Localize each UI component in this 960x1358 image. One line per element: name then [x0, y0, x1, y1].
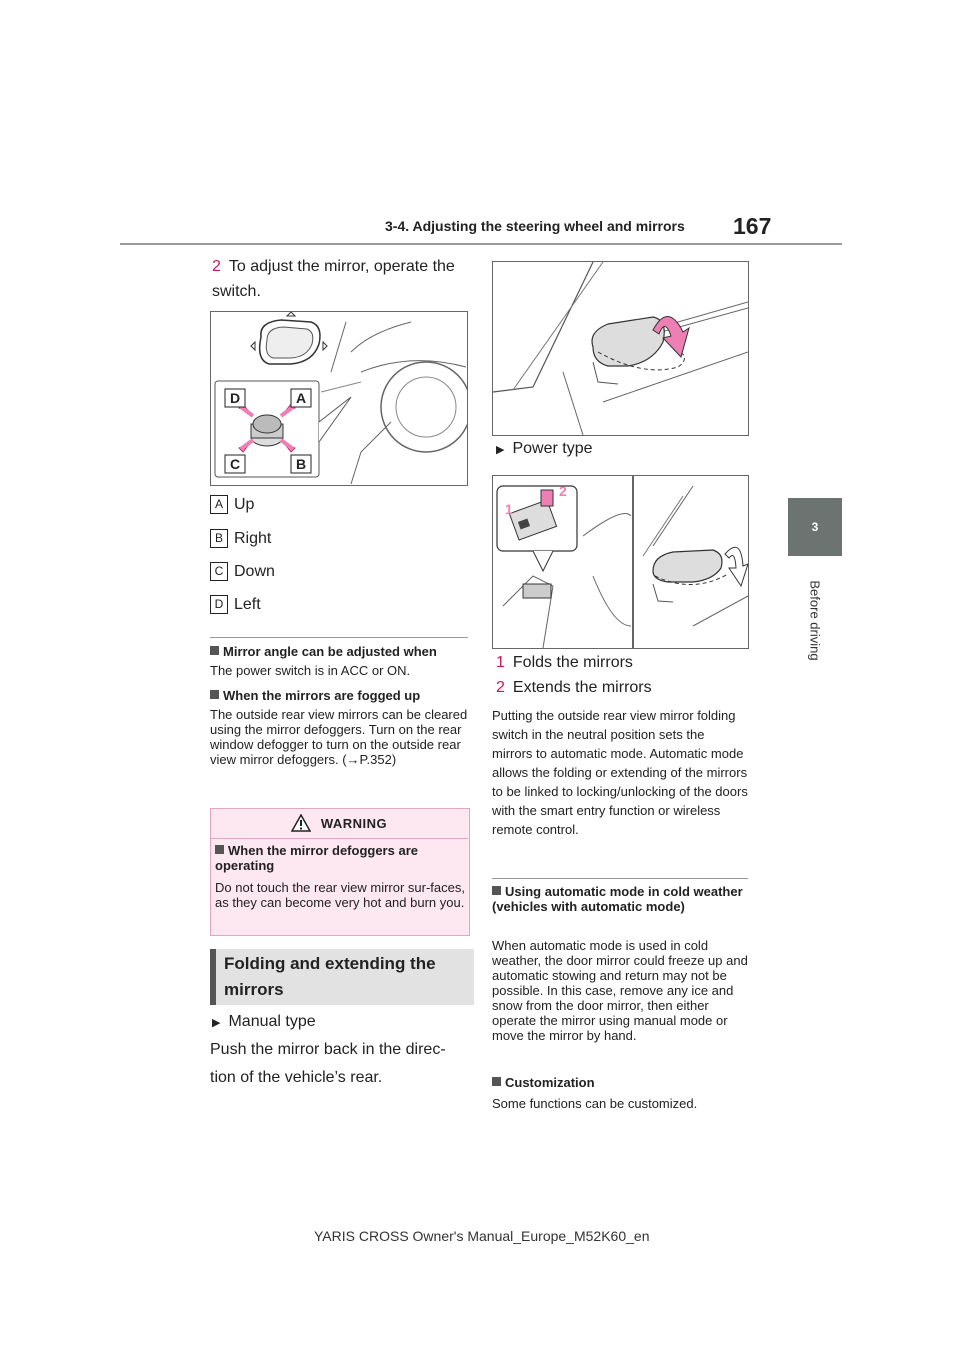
figure-label-1: 1: [505, 501, 513, 517]
chapter-title: 3-4. Adjusting the steering wheel and mirrors: [385, 218, 685, 234]
step-1-fold: 1 Folds the mirrors: [496, 654, 633, 671]
manual-type-label: ▶ Manual type: [212, 1013, 316, 1030]
page-number: 167: [733, 213, 772, 239]
chapter-tab-number: 3: [811, 520, 819, 534]
triangle-bullet-icon: ▶: [496, 444, 505, 456]
section-heading: Folding and extending the mirrors: [224, 954, 436, 999]
note-text-mirror-angle: The power switch is in ACC or ON.: [210, 663, 411, 678]
mirror-switch-illustration: [211, 312, 467, 485]
automatic-mode-paragraph: Putting the outside rear view mirror folding switch in the neutral position sets the mirrors to automatic mode. Automatic mode allows the folding or extending of the mirrors to be linked to locking/unlocking of the doors with the smart entry function or wireless remote control.: [492, 708, 748, 837]
note-text-customization: Some functions can be customized.: [492, 1096, 698, 1111]
footer-manual-id: YARIS CROSS Owner's Manual_Europe_M52K60_en: [314, 1228, 650, 1244]
chapter-tab: [788, 498, 842, 556]
figure-label-2: 2: [559, 483, 567, 499]
step-2-extend: 2 Extends the mirrors: [496, 679, 652, 696]
note-title-customization: Customization: [492, 1075, 748, 1090]
power-fold-illustration: [493, 476, 748, 648]
warning-title: When the mirror defoggers are operating: [215, 843, 418, 873]
key-item-down: C Down: [210, 562, 275, 581]
figure-label-d: D: [229, 390, 241, 406]
chapter-tab-label: Before driving: [807, 579, 823, 661]
mirror-switch-figure: [210, 311, 468, 486]
key-item-right: B Right: [210, 529, 271, 548]
figure-label-c: C: [229, 456, 241, 472]
note-title-mirror-angle: Mirror angle can be adjusted when: [210, 644, 470, 659]
manual-type-text: Push the mirror back in the direc-tion of the vehicle’s rear.: [210, 1041, 446, 1086]
warning-heading: WARNING: [210, 808, 468, 839]
manual-fold-illustration: [493, 262, 748, 435]
note-text-fogged: The outside rear view mirrors can be cleared using the mirror defoggers. Turn on the rear window defogger to turn on the outside rear view mirror defoggers. (→P.352): [210, 707, 468, 767]
step-text: To adjust the mirror, operate the switch.: [212, 258, 455, 300]
manual-fold-figure: [492, 261, 749, 436]
note-title-fogged: When the mirrors are fogged up: [210, 688, 470, 703]
power-fold-figure: [492, 475, 749, 649]
key-item-left: D Left: [210, 595, 261, 614]
section-rule: [210, 637, 468, 638]
warning-text: Do not touch the rear view mirror sur-faces, as they can become very hot and burn you.: [215, 880, 465, 910]
header-rule: [120, 243, 842, 245]
figure-label-b: B: [295, 456, 307, 472]
note-title-cold-weather: Using automatic mode in cold weather (vehicles with automatic mode): [492, 884, 743, 914]
step-number: 2: [212, 258, 221, 275]
section-rule: [492, 878, 748, 879]
triangle-bullet-icon: ▶: [212, 1017, 221, 1029]
step-2-adjust: [212, 254, 467, 304]
key-item-up: A Up: [210, 495, 254, 514]
warning-triangle-icon: [291, 814, 311, 832]
power-type-label: ▶ Power type: [496, 440, 593, 457]
figure-label-a: A: [295, 390, 307, 406]
note-text-cold-weather: When automatic mode is used in cold weather, the door mirror could freeze up and automatic stowing and return may not be possible. In this case, remove any ice and snow from the door mirror, then either operate the mirror using manual mode or move the mirror by hand.: [492, 938, 748, 1043]
